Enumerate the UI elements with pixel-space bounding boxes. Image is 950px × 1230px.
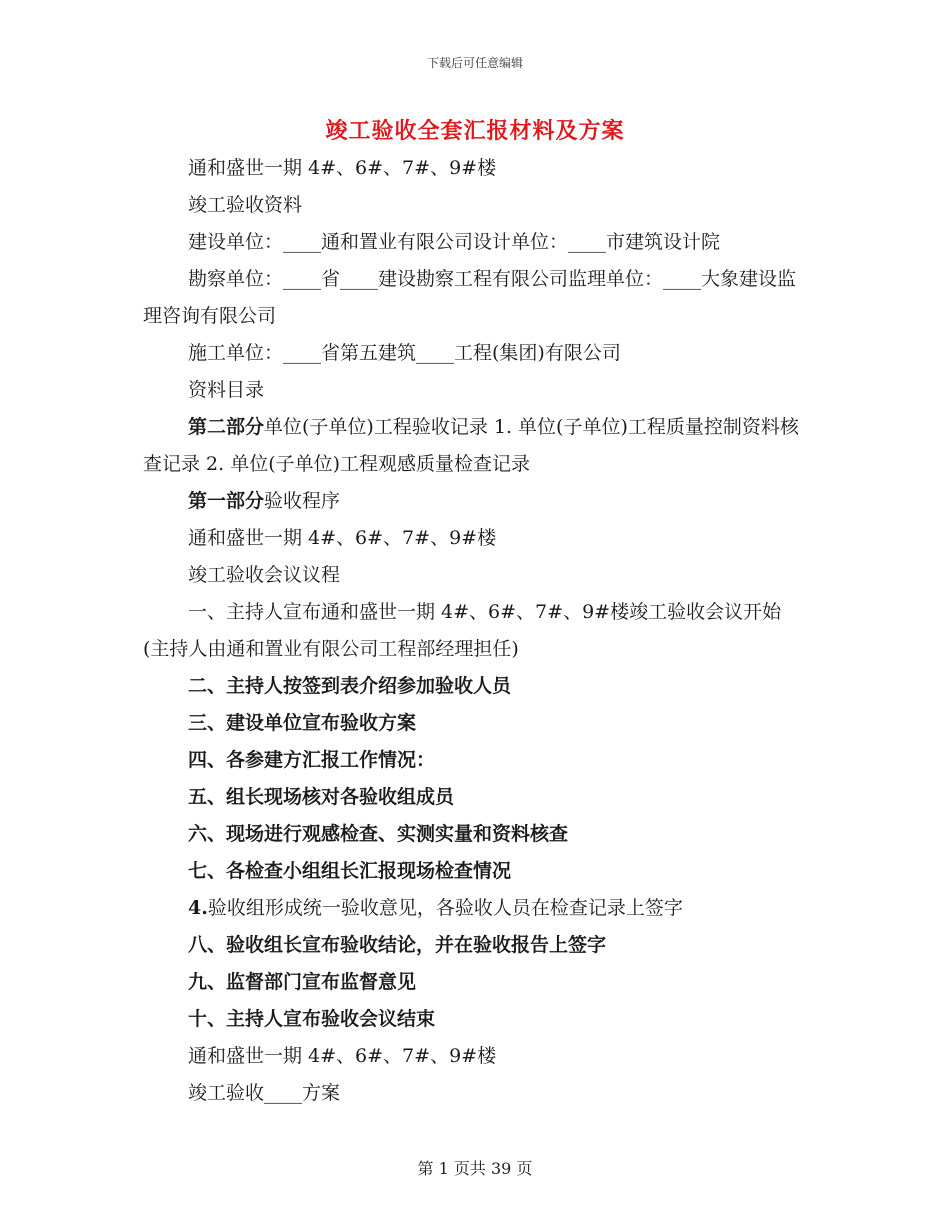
paragraph-project-name-2: 通和盛世一期 4#、6#、7#、9#楼 bbox=[188, 527, 497, 549]
part-one-text: 验收程序 bbox=[264, 490, 341, 512]
paragraph-agenda-heading: 竣工验收会议议程 bbox=[188, 564, 341, 586]
paragraph-survey-unit: 勘察单位：____省____建设勘察工程有限公司监理单位：____大象建设监理咨询有限公司 bbox=[143, 268, 797, 327]
document-title: 竣工验收全套汇报材料及方案 bbox=[325, 118, 625, 144]
agenda-item-3: 三、建设单位宣布验收方案 bbox=[188, 712, 417, 734]
agenda-item-10: 十、主持人宣布验收会议结束 bbox=[188, 1008, 436, 1030]
paragraph-contents-heading: 资料目录 bbox=[188, 379, 265, 401]
document-body bbox=[143, 150, 803, 1112]
agenda-item-6: 六、现场进行观感检查、实测实量和资料核查 bbox=[188, 823, 569, 845]
part-two-text: 单位(子单位)工程验收记录 1. 单位(子单位)工程质量控制资料核查记录 2. 单位(子单位)工程观感质量检查记录 bbox=[143, 416, 799, 475]
paragraph-part-two bbox=[143, 409, 803, 483]
paragraph-part-one bbox=[143, 483, 803, 520]
part-two-label: 第二部分 bbox=[188, 416, 265, 438]
paragraph-project-name: 通和盛世一期 4#、6#、7#、9#楼 bbox=[188, 157, 497, 179]
agenda-item-8: 八、验收组长宣布验收结论，并在验收报告上签字 bbox=[188, 934, 607, 956]
paragraph-plan-heading: 竣工验收____方案 bbox=[188, 1082, 341, 1104]
paragraph-section-name: 竣工验收资料 bbox=[188, 194, 303, 216]
agenda-item-5: 五、组长现场核对各验收组成员 bbox=[188, 786, 455, 808]
sub-item-text: 验收组形成统一验收意见，各验收人员在检查记录上签字 bbox=[207, 897, 683, 919]
sub-item-number: 4. bbox=[188, 897, 208, 919]
paragraph-builder-unit: 施工单位：____省第五建筑____工程(集团)有限公司 bbox=[188, 342, 621, 364]
agenda-item-1: 一、主持人宣布通和盛世一期 4#、6#、7#、9#楼竣工验收会议开始(主持人由通和置业有限公司工程部经理担任) bbox=[143, 601, 782, 660]
page-header-note: 下载后可任意编辑 bbox=[426, 56, 523, 70]
agenda-sub-item-4 bbox=[143, 890, 803, 927]
agenda-item-4: 四、各参建方汇报工作情况： bbox=[188, 749, 436, 771]
paragraph-construction-unit: 建设单位：____通和置业有限公司设计单位：____市建筑设计院 bbox=[188, 231, 721, 253]
agenda-item-2: 二、主持人按签到表介绍参加验收人员 bbox=[188, 675, 512, 697]
agenda-item-9: 九、监督部门宣布监督意见 bbox=[188, 971, 417, 993]
paragraph-project-name-3: 通和盛世一期 4#、6#、7#、9#楼 bbox=[188, 1045, 497, 1067]
page-footer-number: 第 1 页共 39 页 bbox=[417, 1159, 533, 1178]
part-one-label: 第一部分 bbox=[188, 490, 265, 512]
agenda-item-7: 七、各检查小组组长汇报现场检查情况 bbox=[188, 860, 512, 882]
